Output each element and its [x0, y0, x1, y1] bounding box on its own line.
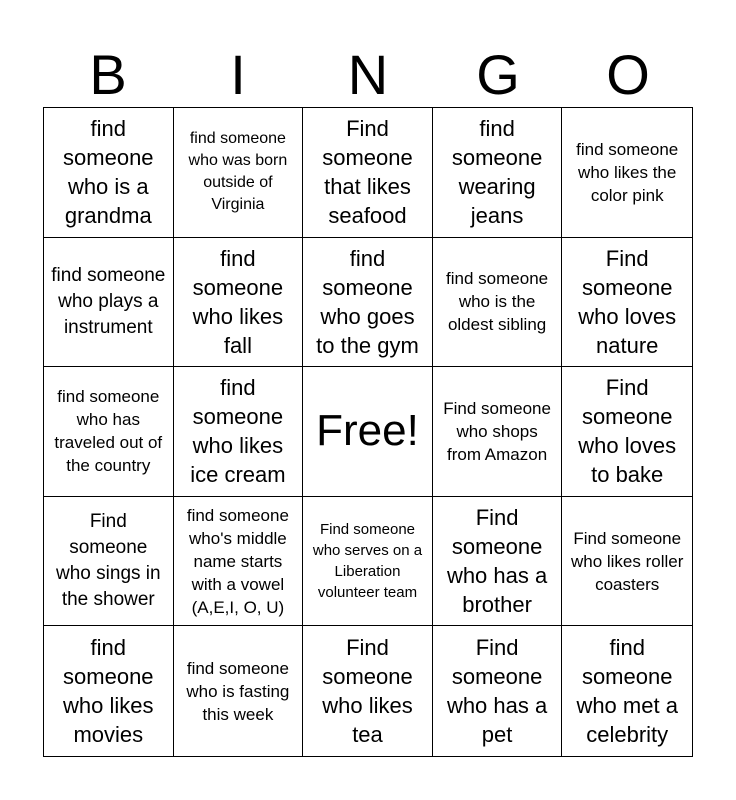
cell-text: Find someone who loves to bake	[578, 375, 677, 488]
bingo-board	[43, 107, 693, 757]
free-space-text: Free!	[316, 406, 419, 456]
cell-text: Find someone who has a pet	[446, 635, 548, 748]
cell-text: find someone who likes the color pink	[576, 139, 679, 205]
header-letter-b: B	[89, 43, 127, 106]
bingo-cell[interactable]	[433, 108, 563, 238]
cell-text: Find someone who shops from Amazon	[443, 398, 551, 464]
cell-text: find someone who likes movies	[63, 635, 154, 748]
bingo-cell[interactable]	[433, 497, 563, 627]
cell-text: find someone who met a celebrity	[576, 635, 678, 748]
bingo-header	[43, 44, 693, 106]
bingo-cell[interactable]	[562, 108, 692, 238]
bingo-cell[interactable]	[562, 626, 692, 756]
cell-text: Find someone who loves nature	[578, 245, 677, 358]
bingo-cell[interactable]	[562, 238, 692, 368]
cell-text: find someone who likes ice cream	[190, 375, 286, 488]
cell-text: find someone who plays a instrument	[51, 264, 166, 338]
header-letter-n: N	[347, 43, 389, 106]
bingo-cell[interactable]	[174, 497, 304, 627]
cell-text: find someone who is a grandma	[63, 116, 154, 229]
header-letter-o: O	[606, 43, 650, 106]
bingo-cell[interactable]	[44, 367, 174, 497]
free-space[interactable]	[303, 367, 433, 497]
cell-text: find someone who was born outside of Virginia	[188, 130, 288, 214]
bingo-cell[interactable]	[44, 238, 174, 368]
bingo-cell[interactable]	[433, 238, 563, 368]
bingo-cell[interactable]	[562, 497, 692, 627]
cell-text: Find someone who serves on a Liberation volunteer team	[312, 521, 423, 602]
cell-text: find someone who is the oldest sibling	[446, 269, 549, 335]
cell-text: find someone wearing jeans	[451, 116, 543, 229]
bingo-cell[interactable]	[433, 367, 563, 497]
bingo-cell[interactable]	[433, 626, 563, 756]
cell-text: find someone who goes to the gym	[316, 245, 419, 358]
bingo-cell[interactable]	[174, 626, 304, 756]
header-letter-i: I	[230, 43, 246, 106]
cell-text: find someone who likes fall	[192, 245, 284, 358]
bingo-cell[interactable]	[44, 497, 174, 627]
cell-text: Find someone who sings in the shower	[56, 511, 161, 611]
bingo-cell[interactable]	[44, 108, 174, 238]
cell-text: Find someone who has a brother	[446, 505, 548, 618]
bingo-cell[interactable]	[44, 626, 174, 756]
cell-text: Find someone who likes roller coasters	[570, 528, 684, 594]
cell-text: find someone who has traveled out of the country	[54, 387, 163, 476]
bingo-cell[interactable]	[303, 108, 433, 238]
header-letter-g: G	[476, 43, 520, 106]
bingo-cell[interactable]	[174, 367, 304, 497]
cell-text: Find someone who likes tea	[322, 635, 413, 748]
bingo-cell[interactable]	[562, 367, 692, 497]
bingo-cell[interactable]	[303, 497, 433, 627]
cell-text: find someone who's middle name starts with a vowel (A,E,I, O, U)	[186, 505, 289, 617]
cell-text: Find someone that likes seafood	[322, 116, 413, 229]
bingo-cell[interactable]	[303, 626, 433, 756]
bingo-cell[interactable]	[174, 238, 304, 368]
cell-text: find someone who is fasting this week	[186, 658, 290, 724]
bingo-cell[interactable]	[174, 108, 304, 238]
bingo-cell[interactable]	[303, 238, 433, 368]
